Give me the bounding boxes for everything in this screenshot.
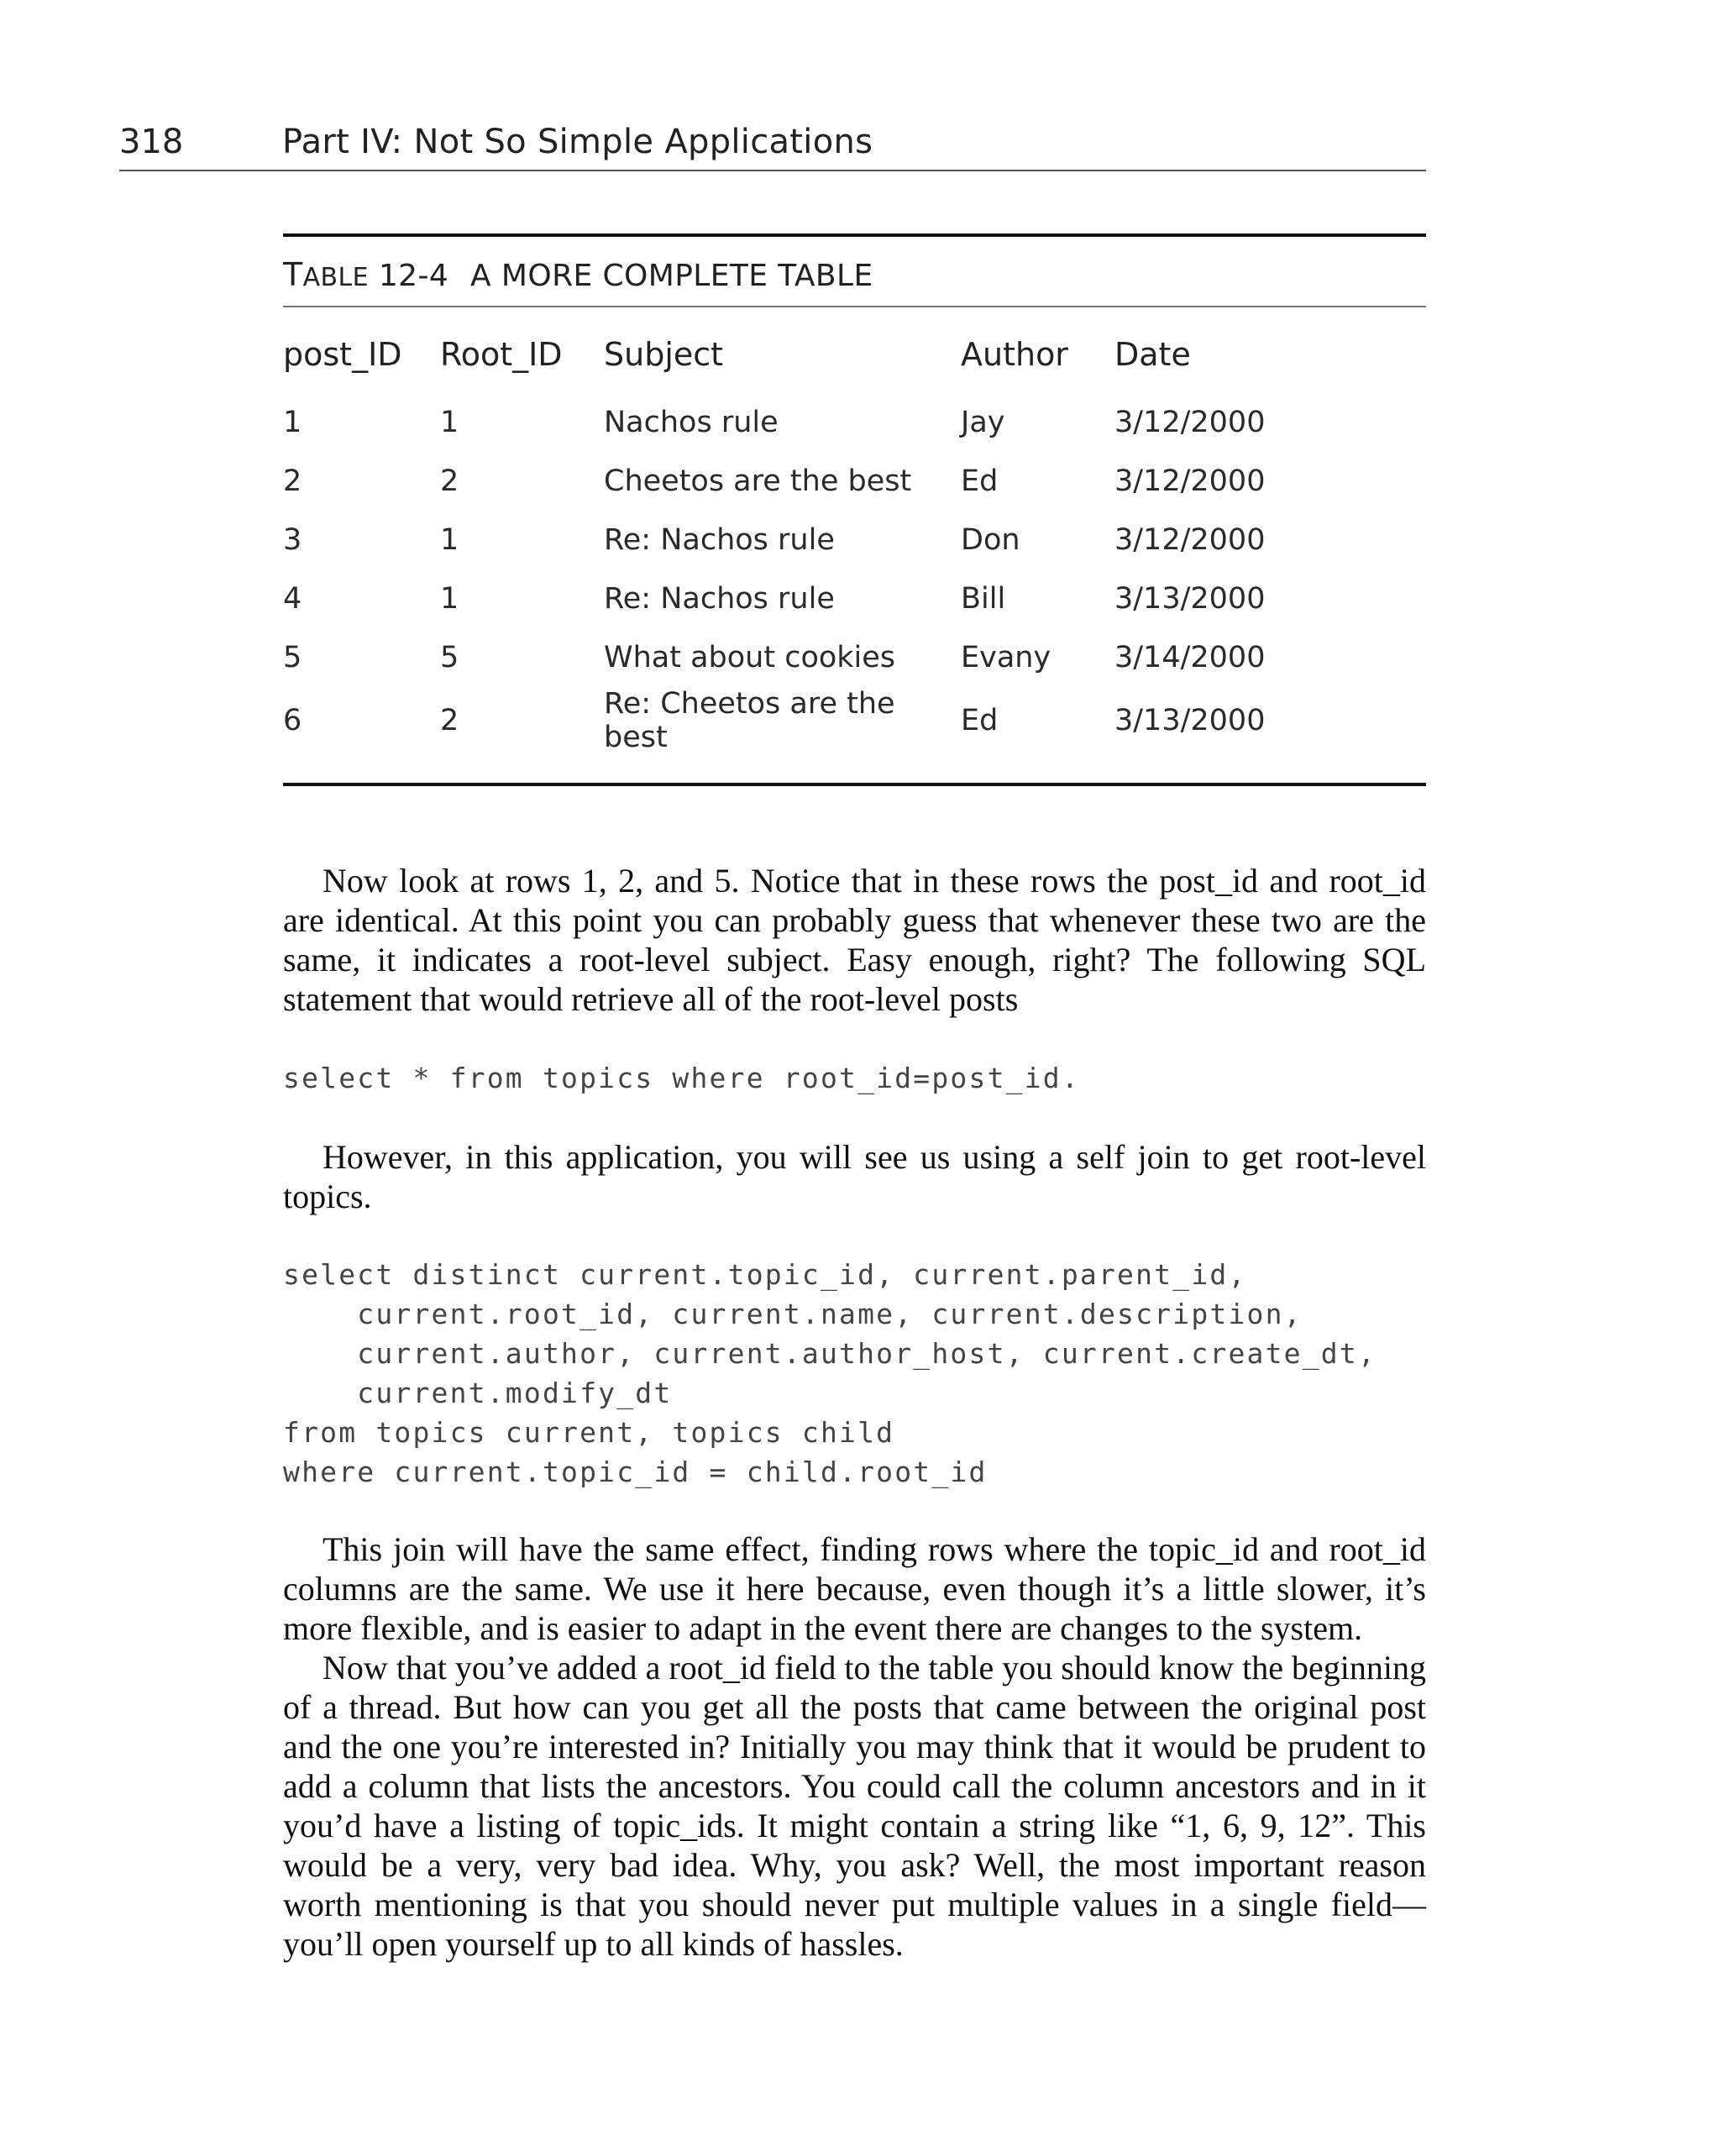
table-caption	[283, 237, 1426, 306]
column-header-root-id: Root_ID	[440, 336, 563, 373]
code-block-1: select * from topics where root_id=post_id.	[283, 1062, 1080, 1094]
code-block-2: select distinct current.topic_id, current.parent_id, current.root_id, current.name, current.description, current.author, current.author_host, current.create_dt, current.modify_dt from topics current, topics child where current.topic_id = child.root_id	[283, 1258, 1377, 1488]
cell-author: Bill	[961, 582, 1006, 616]
cell-date: 3/12/2000	[1114, 406, 1266, 439]
cell-subject: Nachos rule	[604, 406, 779, 439]
paragraph-3-block	[283, 1529, 1426, 1964]
cell-author: Ed	[961, 704, 999, 737]
cell-author: Evany	[961, 641, 1051, 674]
running-header	[119, 118, 1426, 171]
cell-root-id: 1	[440, 523, 459, 557]
cell-root-id: 1	[440, 406, 459, 439]
table-caption-title: A MORE COMPLETE TABLE	[470, 259, 873, 293]
cell-subject: Re: Nachos rule	[604, 523, 835, 557]
cell-post-id: 3	[283, 523, 302, 557]
table-row	[283, 569, 1426, 628]
paragraph-2-block	[283, 1137, 1426, 1216]
cell-date: 3/14/2000	[1114, 641, 1266, 674]
cell-author: Jay	[961, 406, 1005, 439]
table-row	[283, 628, 1426, 687]
cell-post-id: 1	[283, 406, 302, 439]
table-header-row	[283, 323, 1426, 393]
cell-date: 3/12/2000	[1114, 523, 1266, 557]
column-header-author: Author	[961, 336, 1068, 373]
cell-post-id: 6	[283, 704, 302, 737]
data-table	[283, 323, 1426, 754]
cell-subject: Re: Cheetos are the best	[604, 687, 895, 754]
table-block	[283, 233, 1426, 786]
column-header-post-id: post_ID	[283, 336, 402, 373]
cell-root-id: 2	[440, 704, 459, 737]
running-title: Part IV: Not So Simple Applications	[282, 123, 873, 161]
cell-subject: Cheetos are the best	[604, 464, 912, 498]
table-row	[283, 393, 1426, 452]
page-number: 318	[119, 123, 184, 161]
table-caption-rule	[283, 306, 1426, 307]
paragraph: Now that you’ve added a root_id field to the table you should know the beginning of a thread. But how can you get all the posts that came between the original post and the one you’re interested in? Initially you may think that it would be prudent to add a column that lists the ancestors. You could call the column ancestors and in it you’d have a listing of topic_ids. It might contain a string like “1, 6, 9, 12”. This would be a very, very bad idea. Why, you ask? Well, the most important reason worth mentioning is that you should never put multiple values in a single field—you’ll open yourself up to all kinds of hassles.	[283, 1649, 1426, 1963]
cell-post-id: 4	[283, 582, 302, 616]
cell-root-id: 5	[440, 641, 459, 674]
table-row	[283, 452, 1426, 511]
table-bottom-rule	[283, 783, 1426, 786]
paragraph-1-block	[283, 861, 1426, 1019]
cell-author: Don	[961, 523, 1020, 557]
table-caption-number: 12-4	[378, 259, 449, 293]
table-caption-label-initial: T	[283, 256, 303, 293]
paragraph: However, in this application, you will see us using a self join to get root-level topics.	[283, 1138, 1426, 1215]
column-header-date: Date	[1114, 336, 1191, 373]
column-header-subject: Subject	[604, 336, 724, 373]
paragraph: This join will have the same effect, finding rows where the topic_id and root_id columns are the same. We use it here because, even though it’s a little slower, it’s more flexible, and is easier to adapt in the event there are changes to the system.	[283, 1530, 1426, 1647]
cell-date: 3/12/2000	[1114, 464, 1266, 498]
table-row	[283, 511, 1426, 569]
cell-date: 3/13/2000	[1114, 704, 1266, 737]
cell-post-id: 5	[283, 641, 302, 674]
cell-subject: What about cookies	[604, 641, 896, 674]
cell-subject: Re: Nachos rule	[604, 582, 835, 616]
paragraph: Now look at rows 1, 2, and 5. Notice that in these rows the post_id and root_id are identical. At this point you can probably guess that whenever these two are the same, it indicates a root-level subject. Easy enough, right? The following SQL statement that would retrieve all of the root-level posts	[283, 862, 1426, 1018]
table-caption-label-rest: ABLE	[302, 263, 369, 292]
cell-post-id: 2	[283, 464, 302, 498]
table-row	[283, 687, 1426, 754]
cell-root-id: 1	[440, 582, 459, 616]
cell-date: 3/13/2000	[1114, 582, 1266, 616]
cell-author: Ed	[961, 464, 999, 498]
cell-root-id: 2	[440, 464, 459, 498]
